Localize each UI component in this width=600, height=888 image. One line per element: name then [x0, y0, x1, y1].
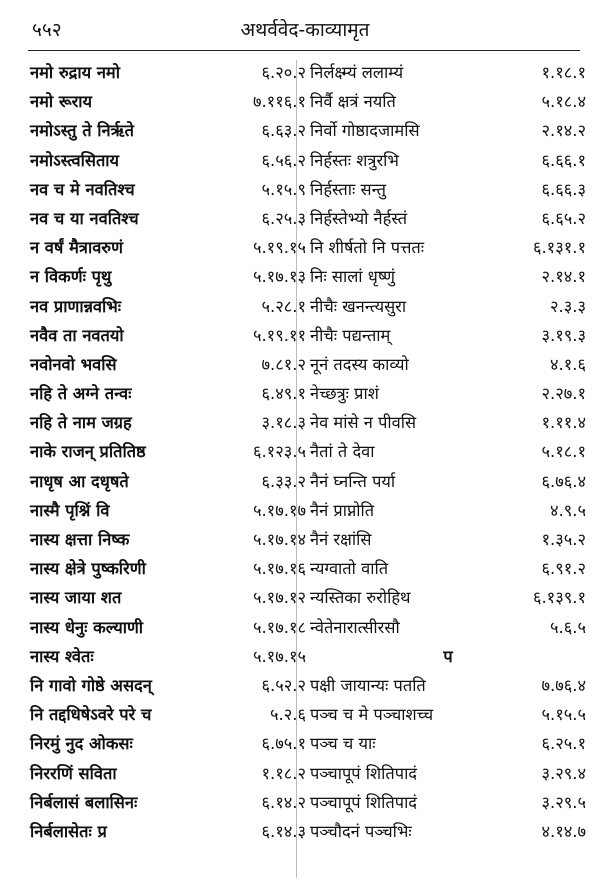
- entry-reference: ४.१.६: [550, 354, 586, 374]
- entry-reference: ३.२९.५: [541, 792, 586, 812]
- entry-phrase: नीचैः पद्यन्ताम्: [310, 325, 391, 345]
- entry-phrase: नमो रुद्राय नमो: [30, 63, 120, 82]
- entry-reference: १.१८.१: [541, 63, 586, 82]
- entry-phrase: न्यग्वातो वाति: [310, 559, 389, 579]
- index-entry: [30, 87, 306, 116]
- entry-phrase: पञ्चापूपं शितिपादं: [310, 763, 418, 783]
- index-entry: [310, 817, 586, 846]
- entry-reference: ५.१७.१८: [252, 617, 306, 637]
- entry-reference: ६.१३१.१: [532, 238, 586, 258]
- entry-reference: ६.२०.२: [261, 63, 306, 82]
- entry-reference: ६.६६.३: [541, 179, 586, 199]
- index-entry: [30, 262, 306, 291]
- entry-phrase: पञ्चापूपं शितिपादं: [310, 792, 418, 812]
- index-entry: [30, 671, 306, 700]
- index-entry: [30, 554, 306, 583]
- entry-phrase: निर्लक्ष्म्यं ललाम्यं: [310, 63, 404, 82]
- section-letter-heading: [310, 642, 586, 671]
- entry-reference: १.३५.२: [541, 530, 586, 549]
- index-entry: [310, 554, 586, 583]
- index-entry: [30, 350, 306, 379]
- entry-reference: ६.१४.२: [261, 792, 306, 812]
- index-entry: [310, 759, 586, 788]
- entry-reference: ६.७६.४: [541, 471, 586, 491]
- entry-reference: ५.१९.१५: [252, 238, 306, 258]
- entry-phrase: पञ्चौदनं पञ्चभिः: [310, 821, 412, 841]
- index-entry: [30, 496, 306, 525]
- entry-phrase: न वर्षं मैत्रावरुणं: [30, 238, 123, 258]
- index-entry: [310, 525, 586, 554]
- index-entry: [310, 146, 586, 175]
- entry-reference: ५.१७.१५: [252, 646, 306, 666]
- entry-phrase: नास्य क्षत्ता निष्क: [30, 530, 130, 549]
- entry-phrase: न विकर्णः पृथु: [30, 267, 112, 287]
- entry-phrase: नमोऽस्त्वसिताय: [30, 150, 120, 170]
- entry-phrase: नव च मे नवतिश्च: [30, 179, 135, 199]
- index-entry: [30, 233, 306, 262]
- entry-reference: ४.१४.७: [541, 821, 586, 841]
- entry-reference: ६.१४.३: [261, 821, 306, 841]
- entry-phrase: नास्मै पृश्निं वि: [30, 500, 110, 520]
- entry-reference: २.१४.२: [541, 121, 586, 141]
- entry-phrase: नव प्राणान्नवभिः: [30, 296, 122, 316]
- index-entry: [30, 146, 306, 175]
- index-entry: [310, 671, 586, 700]
- entry-reference: ७.११६.१: [252, 92, 306, 112]
- index-entry: [310, 700, 586, 729]
- entry-reference: २.१४.१: [541, 267, 586, 287]
- index-entry: [310, 87, 586, 116]
- page-number: ५५२: [32, 19, 62, 41]
- entry-phrase: नमो रूराय: [30, 92, 93, 112]
- entry-phrase: निर्हस्तेभ्यो नैर्हस्तं: [310, 208, 408, 228]
- entry-reference: ५.१७.१४: [252, 530, 306, 549]
- entry-reference: ६.७५.१: [261, 734, 306, 754]
- entry-phrase: न्यस्तिका रुरोहिथ: [310, 588, 411, 608]
- entry-reference: ६.९१.२: [541, 559, 586, 579]
- index-entry: [310, 788, 586, 817]
- entry-reference: ६.४९.१: [261, 384, 306, 404]
- index-entry: [310, 379, 586, 408]
- entry-phrase: नैनं प्राप्नोति: [310, 500, 375, 520]
- entry-reference: ६.६५.२: [541, 208, 586, 228]
- index-entry: [310, 496, 586, 525]
- index-entry: [30, 788, 306, 817]
- entry-phrase: नास्य जाया शत: [30, 588, 122, 608]
- running-title: अथर्ववेद-काव्यामृत: [240, 19, 370, 41]
- entry-phrase: निर्बलासेतः प्र: [30, 821, 107, 841]
- entry-reference: ५.१५.९: [261, 179, 306, 199]
- entry-reference: ५.१७.१२: [252, 588, 306, 608]
- entry-reference: ६.६६.१: [541, 150, 586, 170]
- entry-phrase: निः सालां धृष्णुं: [310, 267, 395, 287]
- entry-phrase: पक्षी जायान्यः पतति: [310, 675, 426, 695]
- index-entry: [30, 613, 306, 642]
- index-entry: [310, 729, 586, 758]
- entry-phrase: निरमुं नुद ओकसः: [30, 734, 133, 754]
- entry-reference: ७.७६.४: [541, 675, 586, 695]
- index-entry: [30, 321, 306, 350]
- index-entry: [310, 613, 586, 642]
- index-entry: [310, 116, 586, 145]
- entry-reference: ७.८१.२: [261, 354, 306, 374]
- entry-phrase: नमोऽस्तु ते निर्ऋते: [30, 121, 134, 141]
- entry-phrase: निर्हस्तः शत्रुरभि: [310, 150, 399, 170]
- entry-phrase: नैतां ते देवा: [310, 442, 375, 462]
- entry-reference: ६.१३९.१: [532, 588, 586, 608]
- index-entry: [30, 379, 306, 408]
- entry-reference: ३.२९.४: [541, 763, 586, 783]
- index-entry: [30, 642, 306, 671]
- entry-reference: ६.६३.२: [261, 121, 306, 141]
- entry-reference: ५.१७.१३: [252, 267, 306, 287]
- entry-reference: ५.२८.१: [261, 296, 306, 316]
- index-entry: [310, 350, 586, 379]
- entry-reference: ४.९.५: [550, 500, 586, 520]
- entry-phrase: नेच्छत्रुः प्राशं: [310, 384, 379, 404]
- entry-reference: ६.२५.३: [261, 208, 306, 228]
- entry-phrase: नास्य श्वेतः: [30, 646, 94, 666]
- entry-phrase: पञ्च च मे पञ्चाशच्च: [310, 705, 434, 725]
- index-entry: [310, 321, 586, 350]
- entry-reference: २.३.३: [550, 296, 586, 316]
- entry-phrase: नवोनवो भवसि: [30, 354, 117, 374]
- entry-phrase: नूनं तदस्य काव्यो: [310, 354, 409, 374]
- entry-reference: ६.२५.१: [541, 734, 586, 754]
- index-column-right: [310, 58, 586, 846]
- entry-phrase: पञ्च च याः: [310, 734, 376, 754]
- entry-phrase: निररणिं सविता: [30, 763, 117, 783]
- index-entry: [310, 408, 586, 437]
- index-column-left: [30, 58, 306, 846]
- entry-phrase: नि गावो गोष्ठे असदन्: [30, 675, 152, 695]
- index-entry: [30, 292, 306, 321]
- entry-phrase: नहि ते अग्ने तन्वः: [30, 384, 132, 404]
- entry-phrase: नव च या नवतिश्च: [30, 208, 139, 228]
- index-entry: [30, 408, 306, 437]
- entry-phrase: निर्वै क्षत्रं नयति: [310, 92, 396, 112]
- page-header: [32, 14, 578, 44]
- entry-phrase: निर्वो गोष्ठादजामसि: [310, 121, 420, 141]
- entry-reference: ५.१८.४: [541, 92, 586, 112]
- index-entry: [30, 467, 306, 496]
- index-entry: [310, 437, 586, 466]
- entry-reference: ३.१८.३: [261, 413, 306, 433]
- index-entry: [30, 175, 306, 204]
- index-entry: [30, 583, 306, 612]
- index-entry: [30, 700, 306, 729]
- index-entry: [30, 729, 306, 758]
- entry-phrase: नास्य क्षेत्रे पुष्करिणी: [30, 559, 146, 579]
- index-entry: [30, 759, 306, 788]
- index-entry: [310, 204, 586, 233]
- entry-reference: ३.१९.३: [541, 325, 586, 345]
- entry-phrase: नाधृष आ दधृषते: [30, 471, 129, 491]
- entry-reference: ५.१८.१: [541, 442, 586, 462]
- entry-phrase: नवैव ता नवतयो: [30, 325, 124, 345]
- entry-phrase: नाके राजन् प्रतितिष्ठ: [30, 442, 146, 462]
- entry-phrase: नास्य धेनुः कल्याणी: [30, 617, 144, 637]
- entry-phrase: नैनं रक्षांसि: [310, 530, 372, 549]
- entry-phrase: नेव मांसे न पीवसि: [310, 413, 417, 433]
- index-entry: [310, 292, 586, 321]
- section-letter: प: [443, 646, 453, 666]
- index-entry: [30, 116, 306, 145]
- index-entry: [30, 204, 306, 233]
- index-entry: [310, 583, 586, 612]
- entry-phrase: नीचैः खनन्त्यसुरा: [310, 296, 407, 316]
- entry-phrase: निर्हस्ताः सन्तु: [310, 179, 387, 199]
- index-entry: [310, 467, 586, 496]
- entry-reference: ५.१९.११: [252, 325, 306, 345]
- index-entry: [310, 262, 586, 291]
- entry-phrase: नि शीर्षतो नि पत्ततः: [310, 238, 425, 258]
- index-entry: [310, 175, 586, 204]
- entry-phrase: न्वेतेनारात्सीरसौ: [310, 617, 400, 637]
- entry-phrase: नि तद्दधिषेऽवरे परे च: [30, 705, 152, 725]
- entry-reference: १.११.४: [541, 413, 586, 433]
- index-entry: [30, 525, 306, 554]
- entry-reference: २.२७.१: [541, 384, 586, 404]
- index-entry: [30, 58, 306, 87]
- entry-reference: ५.१७.१६: [252, 559, 306, 579]
- entry-phrase: निर्बलासं बलासिनः: [30, 792, 138, 812]
- header-rule: [28, 50, 580, 51]
- index-entry: [30, 817, 306, 846]
- index-entry: [310, 58, 586, 87]
- index-entry: [310, 233, 586, 262]
- index-entry: [30, 437, 306, 466]
- entry-reference: ५.१७.१७: [252, 500, 306, 520]
- entry-reference: ६.१२३.५: [252, 442, 306, 462]
- entry-reference: ६.५२.२: [261, 675, 306, 695]
- entry-reference: ५.२.६: [270, 705, 306, 725]
- entry-reference: १.१८.२: [261, 763, 306, 783]
- entry-reference: ५.६.५: [550, 617, 586, 637]
- entry-reference: ६.३३.२: [261, 471, 306, 491]
- entry-phrase: नैनं घ्नन्ति पर्या: [310, 471, 396, 491]
- entry-phrase: नहि ते नाम जग्रह: [30, 413, 132, 433]
- entry-reference: ५.१५.५: [541, 705, 586, 725]
- entry-reference: ६.५६.२: [261, 150, 306, 170]
